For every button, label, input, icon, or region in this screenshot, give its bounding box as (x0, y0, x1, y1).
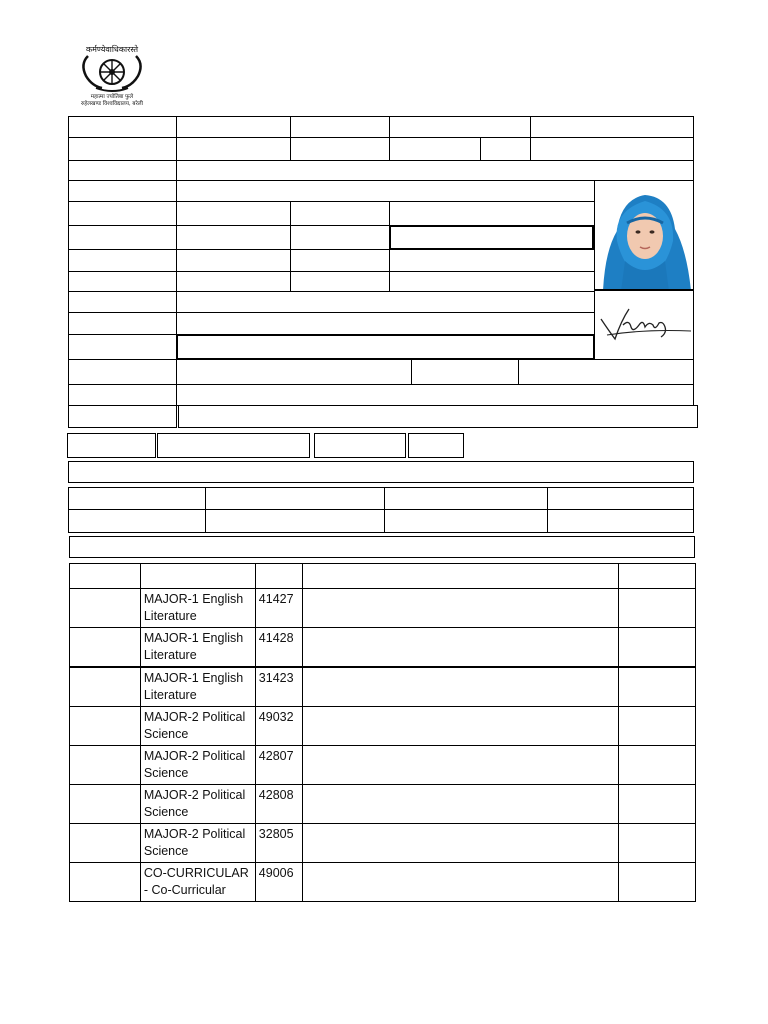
table-row (70, 746, 696, 785)
logo-text-2: रुहेलखण्ड विश्वविद्यालय, बरेली (81, 101, 143, 107)
label-cell (547, 487, 694, 510)
label-cell (68, 160, 177, 181)
value-cell (389, 201, 595, 226)
table-cell (70, 589, 141, 628)
label-cell (68, 180, 177, 202)
university-logo (66, 42, 158, 108)
paper-name: MAJOR-2 Political Science (140, 746, 255, 785)
label-cell (68, 116, 177, 138)
label-cell (68, 271, 177, 292)
paper-name: MAJOR-1 English Literature (140, 628, 255, 668)
value-cell (176, 160, 694, 181)
value-cell (389, 225, 594, 250)
table-cell (302, 824, 618, 863)
label-cell (68, 359, 177, 385)
paper-code: 41427 (255, 589, 302, 628)
value-cell (389, 116, 531, 138)
table-header-cell (619, 564, 696, 589)
label-cell (68, 137, 177, 161)
table-cell (302, 863, 618, 902)
value-cell (530, 137, 694, 161)
paper-code: 42808 (255, 785, 302, 824)
value-cell (530, 116, 694, 138)
table-cell (619, 589, 696, 628)
paper-code: 49006 (255, 863, 302, 902)
table-header-cell (140, 564, 255, 589)
table-cell (619, 707, 696, 746)
label-cell (290, 116, 390, 138)
table-row (70, 589, 696, 628)
label-cell (68, 225, 177, 250)
value-cell (389, 137, 481, 161)
table-cell (302, 785, 618, 824)
table-cell (619, 824, 696, 863)
paper-code: 32805 (255, 824, 302, 863)
value-cell (178, 405, 698, 428)
label-cell (290, 249, 390, 272)
table-cell (302, 628, 618, 668)
paper-name: MAJOR-1 English Literature (140, 589, 255, 628)
value-cell (176, 359, 412, 385)
paper-name: MAJOR-1 English Literature (140, 667, 255, 707)
value-cell (176, 180, 595, 202)
table-cell (70, 785, 141, 824)
table-cell (302, 746, 618, 785)
label-cell (68, 201, 177, 226)
table-cell (619, 785, 696, 824)
label-cell (68, 334, 177, 360)
value-cell (389, 249, 595, 272)
table-cell (302, 707, 618, 746)
label-cell (68, 384, 177, 406)
table-header-cell (302, 564, 618, 589)
value-cell (68, 509, 206, 533)
value-cell (389, 271, 595, 292)
label-cell (68, 487, 206, 510)
table-cell (70, 667, 141, 707)
table-cell (619, 628, 696, 668)
table-row (70, 863, 696, 902)
table-row (70, 785, 696, 824)
paper-name: MAJOR-2 Political Science (140, 824, 255, 863)
label-cell (290, 271, 390, 292)
student-signature (594, 290, 694, 360)
value-cell (176, 312, 595, 335)
label-cell (68, 249, 177, 272)
value-cell (176, 116, 291, 138)
value-cell (176, 201, 291, 226)
value-cell (547, 509, 694, 533)
table-row (70, 707, 696, 746)
table-row (70, 667, 696, 707)
value-cell (176, 137, 291, 161)
value-cell (384, 509, 548, 533)
label-cell (384, 487, 548, 510)
table-cell (70, 707, 141, 746)
table-cell (619, 746, 696, 785)
table-row (70, 628, 696, 668)
section-header (68, 461, 694, 483)
label-cell (290, 225, 390, 250)
table-header-cell (70, 564, 141, 589)
paper-code: 42807 (255, 746, 302, 785)
logo-motto: कर्मण्येवाधिकारस्ते (85, 45, 139, 54)
paper-name: CO-CURRICULAR - Co-Curricular (140, 863, 255, 902)
logo-text-1: महात्मा ज्योतिबा फुले (90, 94, 134, 100)
value-cell (518, 359, 694, 385)
paper-code: 41428 (255, 628, 302, 668)
table-cell (619, 863, 696, 902)
label-cell (68, 405, 177, 428)
label-cell (314, 433, 406, 458)
paper-name: MAJOR-2 Political Science (140, 707, 255, 746)
value-cell (176, 334, 595, 360)
label-cell (67, 433, 156, 458)
label-cell (205, 487, 385, 510)
paper-code: 31423 (255, 667, 302, 707)
table-cell (302, 667, 618, 707)
table-cell (70, 746, 141, 785)
value-cell (176, 249, 291, 272)
value-cell (176, 384, 694, 406)
table-cell (70, 628, 141, 668)
table-cell (302, 589, 618, 628)
paper-name: MAJOR-2 Political Science (140, 785, 255, 824)
table-cell (619, 667, 696, 707)
label-cell (290, 137, 390, 161)
value-cell (176, 225, 291, 250)
value-cell (176, 271, 291, 292)
table-cell (70, 824, 141, 863)
value-cell (157, 433, 310, 458)
value-cell (408, 433, 464, 458)
university-emblem-icon (66, 42, 158, 108)
subjects-table (69, 563, 696, 902)
value-cell (176, 291, 595, 313)
student-photo (594, 180, 694, 290)
paper-code: 49032 (255, 707, 302, 746)
subjects-section-header (69, 536, 695, 558)
table-header-cell (255, 564, 302, 589)
label-cell (68, 312, 177, 335)
table-cell (70, 863, 141, 902)
label-cell (411, 359, 519, 385)
table-row (70, 824, 696, 863)
table-header-row (70, 564, 696, 589)
label-cell (68, 291, 177, 313)
value-cell (480, 137, 531, 161)
label-cell (290, 201, 390, 226)
value-cell (205, 509, 385, 533)
